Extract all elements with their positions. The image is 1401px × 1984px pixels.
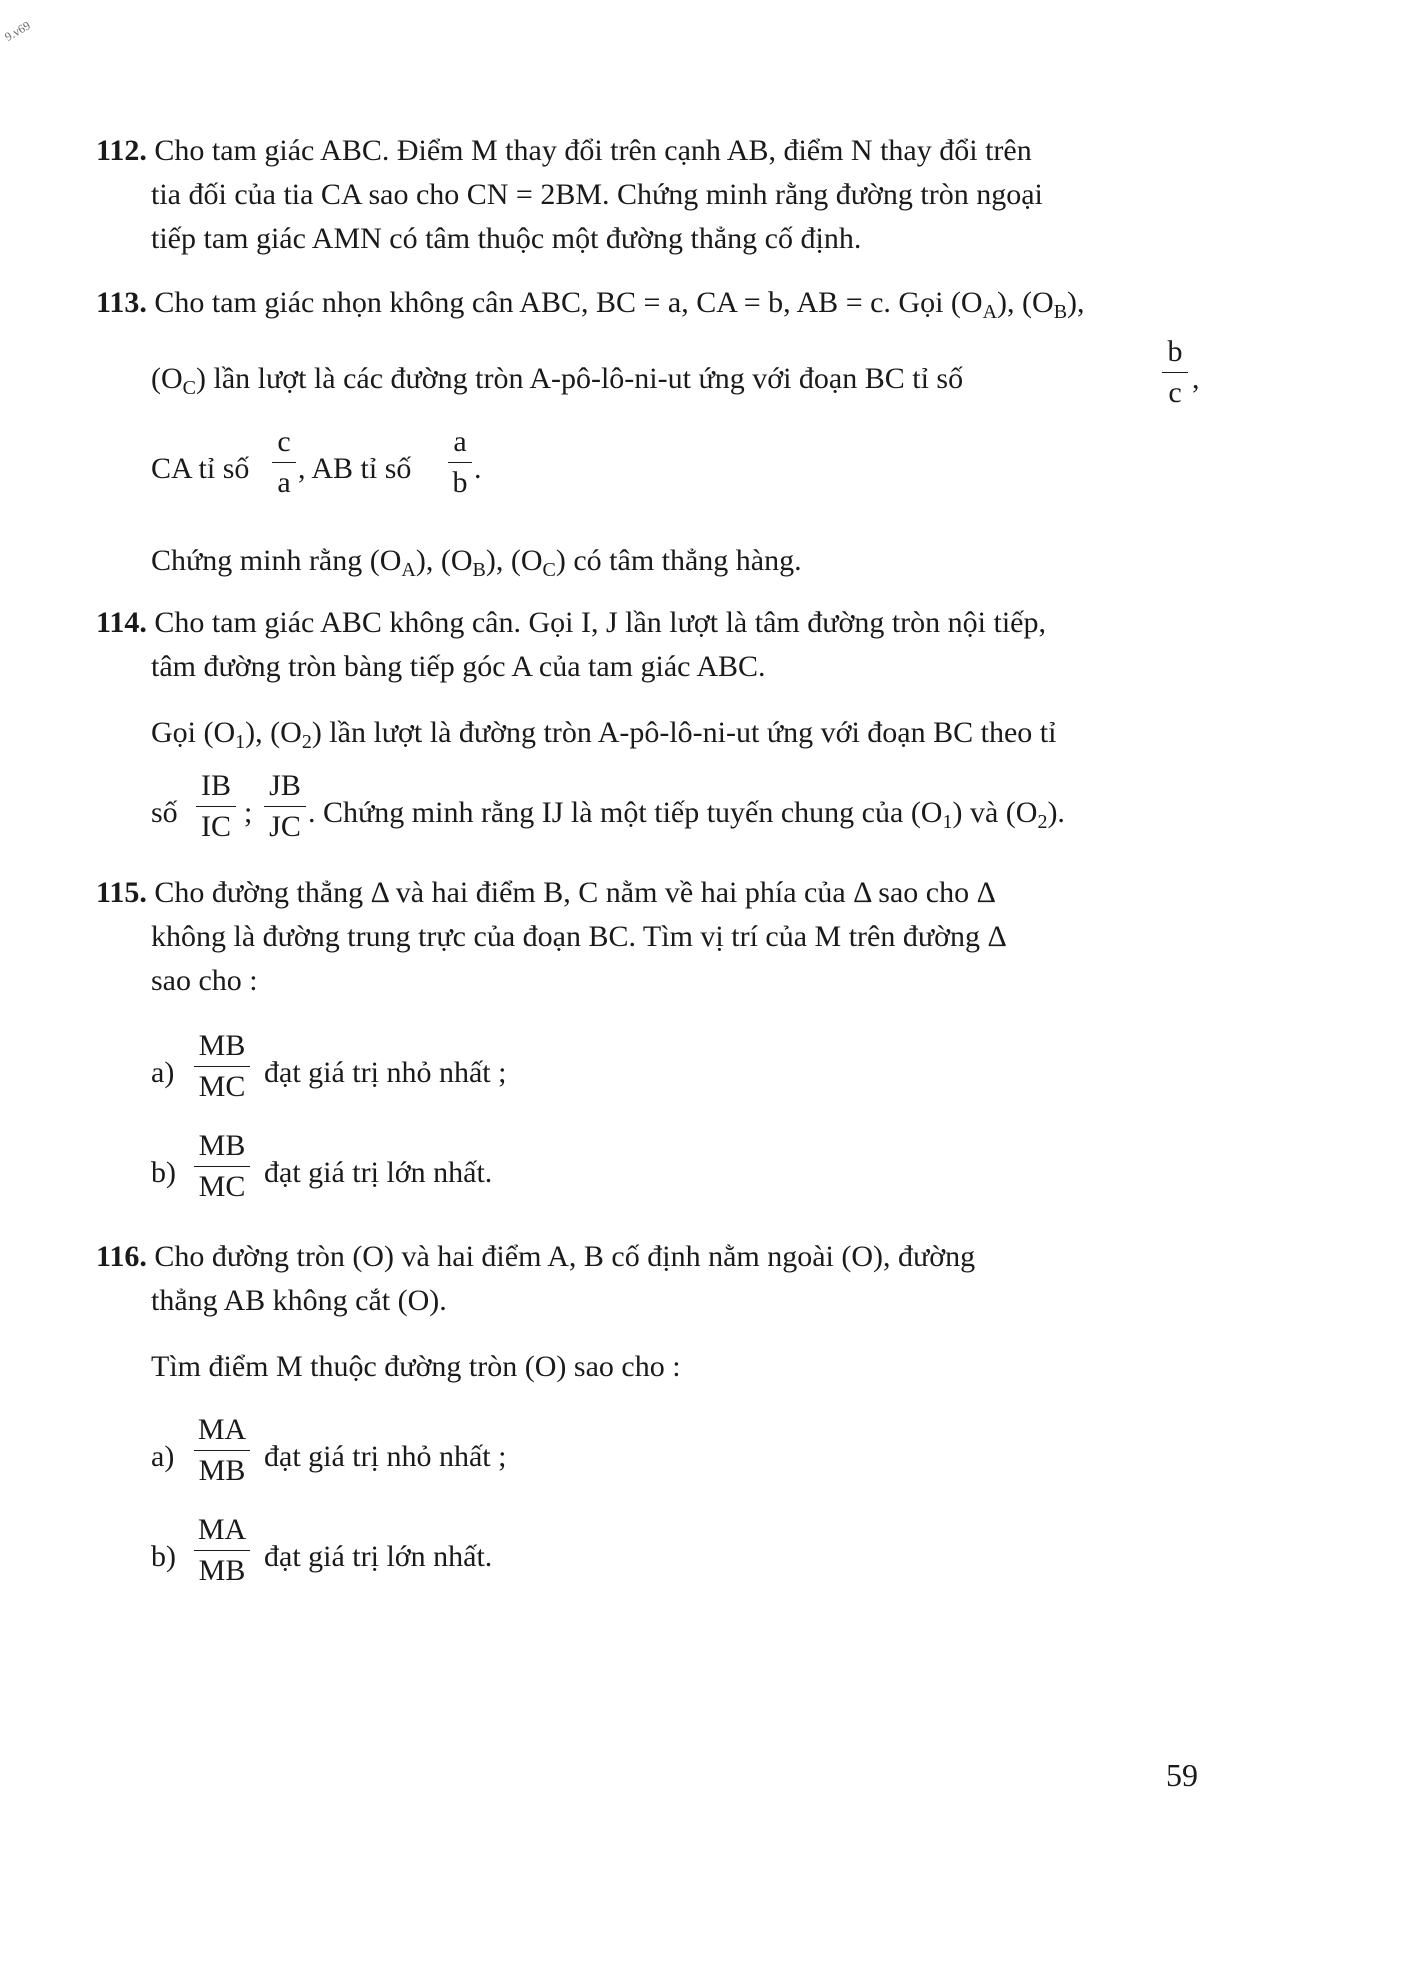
item-label: a) — [151, 1056, 175, 1089]
fraction-a-over-b: a b — [448, 424, 472, 501]
problem-text: Cho tam giác ABC. Điểm M thay đổi trên cạnh AB, điểm N thay đổi trên — [154, 134, 1032, 167]
item-text: đạt giá trị lớn nhất. — [264, 1156, 493, 1189]
fraction-ib-over-ic: IB IC — [196, 768, 236, 845]
problem-number: 115. — [96, 876, 147, 909]
problem-number: 116. — [96, 1240, 147, 1273]
problem-text: . Chứng minh rằng IJ là một tiếp tuyến chung của (O — [308, 796, 943, 829]
problem-number: 112. — [96, 134, 147, 167]
item-text: đạt giá trị nhỏ nhất ; — [264, 1440, 507, 1473]
problem-number: 114. — [96, 606, 147, 639]
item-label: b) — [151, 1540, 176, 1573]
problem-text: Cho đường tròn (O) và hai điểm A, B cố định nằm ngoài (O), đường — [154, 1240, 976, 1273]
problem-text: tiếp tam giác AMN có tâm thuộc một đường thẳng cố định. — [151, 222, 862, 255]
item-text: đạt giá trị nhỏ nhất ; — [264, 1056, 507, 1089]
problem-text: Gọi (O — [151, 716, 236, 749]
fraction-mb-over-mc: MB MC — [194, 1028, 250, 1105]
problem-text: tâm đường tròn bàng tiếp góc A của tam giác ABC. — [151, 650, 766, 683]
problem-text: không là đường trung trực của đoạn BC. Tìm vị trí của M trên đường Δ — [151, 920, 1007, 953]
page-number: 59 — [1166, 1757, 1198, 1793]
problem-text: Cho tam giác nhọn không cân ABC, BC = a, CA = b, AB = c. Gọi (O — [154, 286, 983, 319]
fraction-jb-over-jc: JB JC — [264, 768, 306, 845]
problem-text: sao cho : — [151, 964, 258, 997]
document-page: 9.v69 112. Cho tam giác ABC. Điểm M thay đổi trên cạnh AB, điểm N thay đổi trên tia đối của tia CA sao cho CN = 2BM. Chứng minh rằng đường tròn ngoại tiếp tam giác AMN có tâm thuộc một đường thẳng cố định. 113. Cho tam giác nhọn không cân ABC, BC = a, CA = b, AB = c. Gọi $(O_A)$, $(O_B)$, $(O_C)$ lần lượt là các đường tròn A-pô-lô-ni-ut ứng với đoạn BC tỉ số b c , CA tỉ số c a , AB tỉ số a b . Chứng minh rằng $(O_A)$, $(O_B)$, $(O_C)$ có tâm thẳng hàng. 114. Cho tam giác ABC không cân. Gọi I, J lần lượt là tâm đường tròn nội tiếp, tâm đường tròn bàng tiếp góc A của tam giác ABC. Gọi $(O_1)$, $(O_2)$ lần lượt là đường tròn A-pô-lô-ni-ut ứng với đoạn BC theo tỉ số IB IC ; JB JC . Chứng minh rằng IJ là một tiếp tuyến chung của $(O_1)$ và $(O_2)$. 115. Cho đường thẳng Δ và hai điểm B, C nằm về hai phía của Δ sao cho Δ không là đường trung trực của đoạn BC. Tìm vị trí của M trên đường Δ sao cho : a) MB MC đạt giá trị nhỏ nhất ; b) MB MC đạt giá trị lớn nhất. 116. Cho đường tròn (O) và hai điểm A, B cố định nằm ngoài (O), đường thẳng AB không cắt (O). Tìm điểm M thuộc đường tròn (O) sao cho : a) MA MB đạt giá trị nhỏ nhất ; b) MA MB đạt giá trị lớn nhất. 59 — [0, 0, 1401, 1984]
fraction-c-over-a: c a — [272, 424, 296, 501]
problem-text: tia đối của tia CA sao cho CN = 2BM. Chứng minh rằng đường tròn ngoại — [151, 178, 1043, 211]
problem-text: Chứng minh rằng (O — [151, 544, 402, 577]
problem-text: Cho đường thẳng Δ và hai điểm B, C nằm về hai phía của Δ sao cho Δ — [154, 876, 996, 909]
problem-text: Cho tam giác ABC không cân. Gọi I, J lần lượt là tâm đường tròn nội tiếp, — [154, 606, 1046, 639]
problem-text: Tìm điểm M thuộc đường tròn (O) sao cho : — [151, 1350, 681, 1383]
corner-mark: 9.v69 — [2, 18, 33, 44]
item-label: a) — [151, 1440, 175, 1473]
problem-number: 113. — [96, 286, 147, 319]
fraction-b-over-c: b c — [1162, 334, 1188, 411]
item-text: đạt giá trị lớn nhất. — [264, 1540, 493, 1573]
fraction-ma-over-mb: MA MB — [194, 1512, 250, 1589]
item-label: b) — [151, 1156, 176, 1189]
fraction-ma-over-mb: MA MB — [194, 1412, 250, 1489]
fraction-mb-over-mc: MB MC — [194, 1128, 250, 1205]
problem-text: CA tỉ số — [151, 452, 250, 485]
problem-text: thẳng AB không cắt (O). — [151, 1284, 447, 1317]
problem-text: (O — [151, 362, 183, 395]
